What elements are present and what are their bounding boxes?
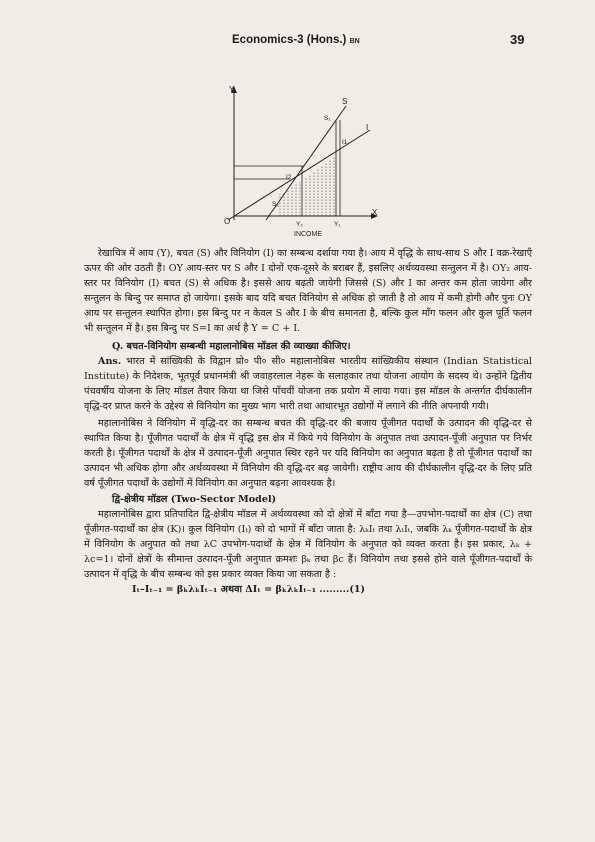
section-heading: द्वि-क्षेत्रीय मॉडल (Two-Sector Model) bbox=[112, 493, 277, 505]
page-number: 39 bbox=[510, 32, 525, 47]
x-axis-label: X bbox=[372, 208, 378, 217]
paragraph-mahalanobis: महालानोबिस ने विनियोग में वृद्धि-दर का सम्बन्ध बचत की वृद्धि-दर की बजाय पूँजीगत पदार्थों के उत्पादन की वृद्धि-दर से स्थापित किया है। पूँजीगत पदार्थों के क्षेत्र में वृद्धि इस क्षेत्र में किये गये विनियोग के अनुपात तथा उत्पादन-पूँजी अनुपात पर निर्भर करती है। पूँजीगत पदार्थों के क्षेत्र में उत्पादन-पूँजी अनुपात स्थिर रहने पर यदि विनियोग का अनुपात बढ़ता है तो पूँजीगत पदार्थों का उत्पादन भी अधिक होगा और अर्थव्यवस्था में विनियोग की वृद्धि-दर बढ़ जायेगी। राष्ट्रीय आय की दीर्घकालीन वृद्धि-दर के लिए प्रति वर्ष पूँजीगत पदार्थों के उद्योगों में विनियोग का अनुपात बढ़ना आवश्यक है। bbox=[84, 418, 532, 490]
question-heading: Q. बचत-विनियोग सम्बन्धी महालानोबिस मॉडल की व्याख्या कीजिए। bbox=[112, 340, 351, 352]
paragraph-figure-explanation: रेखाचित्र में आय (Y), बचत (S) और विनियोग (I) का सम्बन्ध दर्शाया गया है। आय में वृद्धि के साथ-साथ S और I वक्र-रेखाएँ ऊपर की ओर उठती हैं। OY आय-स्तर पर S और I दोनों एक-दूसरे के बराबर हैं, इसलिए अर्थव्यवस्था सन्तुलन में है। OY₂ आय-स्तर पर विनियोग (I) बचत (S) से अधिक है। इससे आय बढ़ती जायेगी जिससे (S) और I का अन्तर कम होता जायेगा और सन्तुलन के बिन्दु पर समाप्त हो जायेगा। इसके बाद यदि बचत विनियोग से अधिक हो जाती है तो आय में कमी होगी और पुनः OY आय पर सन्तुलन स्थापित होगा। इस बिन्दु पर न केवल S और I के बीच समानता है, बल्कि कुल माँग फलन और कुल पूर्ति फलन भी सन्तुलन में है। इस बिन्दु पर S=I का अर्थ है Y = C + I. bbox=[84, 248, 532, 335]
origin-label: O bbox=[224, 217, 231, 226]
label-y1: Y₁ bbox=[334, 221, 341, 228]
language-tag: BN bbox=[349, 38, 360, 45]
label-i2: I2 bbox=[286, 174, 292, 181]
i-line-label: I bbox=[366, 123, 369, 132]
running-title bbox=[232, 34, 360, 46]
saving-investment-diagram bbox=[220, 84, 390, 242]
y-axis-label: Y bbox=[229, 85, 235, 94]
investment-line bbox=[228, 130, 370, 220]
x-axis-title: INCOME bbox=[294, 231, 322, 238]
equation-1: Iₜ–Iₜ₋₁ = βₖλₖIₜ₋₁ अथवा ΔIₜ = βₖλₖIₜ₋₁ .........(1) bbox=[132, 584, 366, 596]
page-body bbox=[84, 246, 532, 597]
s-line-label: S bbox=[342, 97, 348, 106]
book-title: Economics-3 (Hons.) bbox=[232, 34, 347, 46]
answer-label: Ans. bbox=[98, 355, 122, 367]
page-header bbox=[0, 30, 595, 50]
answer-paragraph bbox=[84, 354, 532, 414]
label-i1: I1 bbox=[342, 139, 348, 146]
label-s1: S₁ bbox=[324, 115, 331, 122]
paragraph-two-sector: महालानोबिस द्वारा प्रतिपादित द्वि-क्षेत्रीय मॉडल में अर्थव्यवस्था को दो क्षेत्रों में बाँटा गया है—उपभोग-पदार्थों का क्षेत्र (C) तथा पूँजीगत-पदार्थों का क्षेत्र (K)। कुल विनियोग (Iₜ) को दो भागों में बाँटा जाता है: λₖIₜ तथा λₜIₜ, जबकि λₖ पूँजीगत-पदार्थों के क्षेत्र में विनियोग के अनुपात को तथा λC उपभोग-पदार्थों के क्षेत्र में विनियोग के अनुपात को व्यक्त करता है। इस प्रकार, λₖ + λc=1। दोनों क्षेत्रों के सीमान्त उत्पादन-पूँजी अनुपात क्रमशः βₖ तथा βc हैं। विनियोग तथा इससे होने वाले पूँजीगत-पदार्थों के उत्पादन में वृद्धि के बीच सम्बन्ध को इस प्रकार व्यक्त किया जा सकता है : bbox=[84, 508, 532, 580]
answer-text: भारत में सांख्यिकी के विद्वान प्रो० पी० सी० महालानोबिस भारतीय सांख्यिकीय संस्थान (Indian Statistical Institute) के निदेशक, भूतपूर्व प्रधानमंत्री श्री जवाहरलाल नेहरू के सलाहकार तथा योजना आयोग के सदस्य थे। उन्होंने द्वितीय पंचवर्षीय योजना के लिए मॉडल तैयार किया था जिसे पाँचवीं योजना तक प्रयोग में लाया गया। इस मॉडल के अन्तर्गत दीर्घकालीन वृद्धि-दर प्राप्त करने के उद्देश्य से विनियोग का मुख्य भाग भारी तथा आधारभूत उद्योगों में लगाने की नीति अपनायी गयी। bbox=[84, 355, 532, 412]
label-y2: Y₂ bbox=[296, 221, 303, 228]
label-s2: S₂ bbox=[272, 201, 279, 208]
